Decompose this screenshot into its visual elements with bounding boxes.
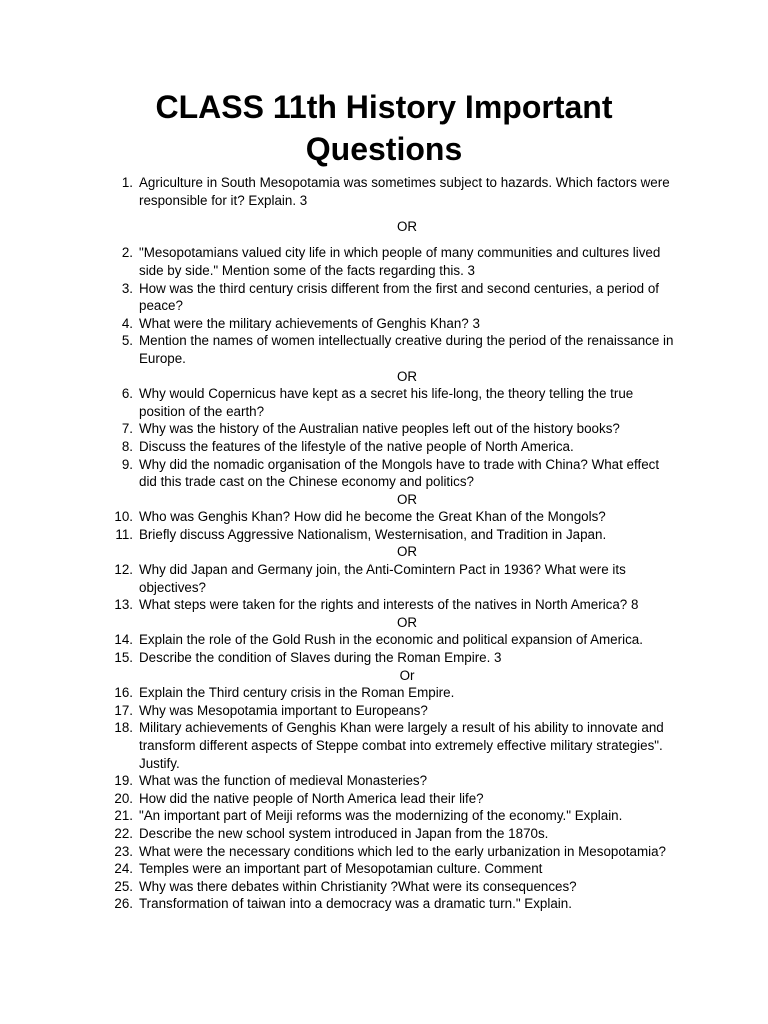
item-number: 3. [121, 280, 133, 296]
item-number: 2. [121, 245, 133, 261]
list-item [0, 649, 679, 667]
item-text: What steps were taken for the rights and interests of the natives in North America? 8 [139, 597, 639, 613]
item-text: What were the necessary conditions which led to the early urbanization in Mesopotamia? [139, 843, 666, 859]
list-item [0, 684, 679, 702]
list-item [0, 385, 679, 420]
item-number: 5. [121, 333, 133, 349]
item-number: 9. [121, 456, 133, 472]
item-number: 24. [114, 861, 133, 877]
item-number: 17. [114, 702, 133, 718]
item-number: 21. [114, 808, 133, 824]
list-item [0, 772, 679, 790]
item-number: 11. [115, 526, 133, 542]
item-text: What was the function of medieval Monasteries? [139, 773, 428, 789]
or-separator: Or [399, 667, 415, 683]
item-number: 16. [114, 685, 133, 701]
item-text: Why was Mesopotamia important to Europeans? [139, 702, 428, 718]
list-item [0, 561, 679, 596]
list-item [0, 174, 679, 209]
item-number: 10. [114, 509, 133, 525]
item-text: Describe the new school system introduced in Japan from the 1870s. [139, 825, 549, 841]
item-text: Briefly discuss Aggressive Nationalism, Westernisation, and Tradition in Japan. [139, 526, 607, 542]
list-item [0, 438, 679, 456]
list-item [0, 807, 679, 825]
item-text: Why did the nomadic organisation of the Mongols have to trade with China? What effect did this trade cast on the Chinese economy and politics? [139, 456, 660, 490]
item-text: Transformation of taiwan into a democracy was a dramatic turn." Explain. [139, 896, 572, 912]
item-number: 8. [121, 438, 133, 454]
or-separator: OR [396, 491, 418, 507]
item-number: 6. [121, 386, 133, 402]
title-line-1: CLASS 11th History Important [155, 89, 613, 125]
list-item [0, 280, 679, 315]
page-title [0, 86, 768, 170]
item-text: Describe the condition of Slaves during the Roman Empire. 3 [139, 650, 502, 666]
item-number: 22. [114, 825, 133, 841]
list-item [0, 420, 679, 438]
item-text: Who was Genghis Khan? How did he become the Great Khan of the Mongols? [139, 509, 606, 525]
item-text: "Mesopotamians valued city life in which people of many communities and cultures lived side by side." Mention some of the facts regarding this. 3 [139, 245, 661, 278]
item-number: 19. [114, 773, 133, 789]
list-item [0, 878, 679, 896]
or-separator: OR [396, 614, 418, 630]
list-item [0, 895, 679, 913]
item-number: 23. [114, 843, 133, 859]
list-item [0, 596, 679, 614]
list-item [0, 315, 679, 333]
or-separator: OR [396, 219, 418, 235]
list-item [0, 790, 679, 808]
item-number: 7. [121, 421, 133, 437]
item-text: Explain the role of the Gold Rush in the economic and political expansion of America. [139, 632, 643, 648]
list-item [0, 860, 679, 878]
item-text: Why was the history of the Australian native peoples left out of the history books? [139, 421, 620, 437]
item-text: Explain the Third century crisis in the Roman Empire. [139, 685, 455, 701]
item-text: Temples were an important part of Mesopotamian culture. Comment [139, 861, 543, 877]
question-list [0, 174, 768, 913]
item-text: How did the native people of North America lead their life? [139, 790, 484, 806]
list-item [0, 843, 679, 861]
list-item [0, 702, 679, 720]
list-item [0, 631, 679, 649]
item-text: Agriculture in South Mesopotamia was sometimes subject to hazards. Which factors were responsible for it? Explain. 3 [139, 175, 670, 208]
item-number: 25. [114, 878, 133, 894]
item-number: 18. [114, 720, 133, 736]
list-item [0, 719, 679, 772]
item-text: Why would Copernicus have kept as a secret his life-long, the theory telling the true position of the earth? [139, 386, 634, 419]
title-line-2: Questions [305, 131, 463, 167]
item-text: Mention the names of women intellectually creative during the period of the renaissance in Europe. [139, 333, 674, 366]
or-separator: OR [396, 368, 418, 384]
item-number: 12. [114, 562, 133, 578]
list-item [0, 526, 679, 544]
list-item [0, 508, 679, 526]
item-text: Why did Japan and Germany join, the Anti-Comintern Pact in 1936? What were its objectives? [139, 562, 626, 595]
list-item [0, 456, 679, 491]
list-item [0, 244, 679, 279]
item-number: 14. [114, 632, 133, 648]
item-text: Military achievements of Genghis Khan were largely a result of his ability to innovate and transform different aspects of Steppe combat into extremely effective military strategies". Justify. [139, 720, 664, 771]
or-separator: OR [396, 544, 418, 560]
item-text: Why was there debates within Christianity ?What were its consequences? [139, 878, 577, 894]
list-item [0, 825, 679, 843]
item-text: How was the third century crisis different from the first and second centuries, a period of peace? [139, 280, 659, 314]
item-number: 1. [121, 175, 133, 190]
item-text: "An important part of Meiji reforms was the modernizing of the economy." Explain. [139, 808, 623, 824]
item-number: 26. [114, 896, 133, 912]
item-number: 4. [121, 315, 133, 331]
item-number: 15. [114, 650, 133, 666]
item-number: 20. [114, 790, 133, 806]
item-number: 13. [114, 597, 133, 613]
item-text: What were the military achievements of Genghis Khan? 3 [139, 315, 480, 331]
item-text: Discuss the features of the lifestyle of the native people of North America. [139, 438, 574, 454]
list-item [0, 332, 679, 367]
